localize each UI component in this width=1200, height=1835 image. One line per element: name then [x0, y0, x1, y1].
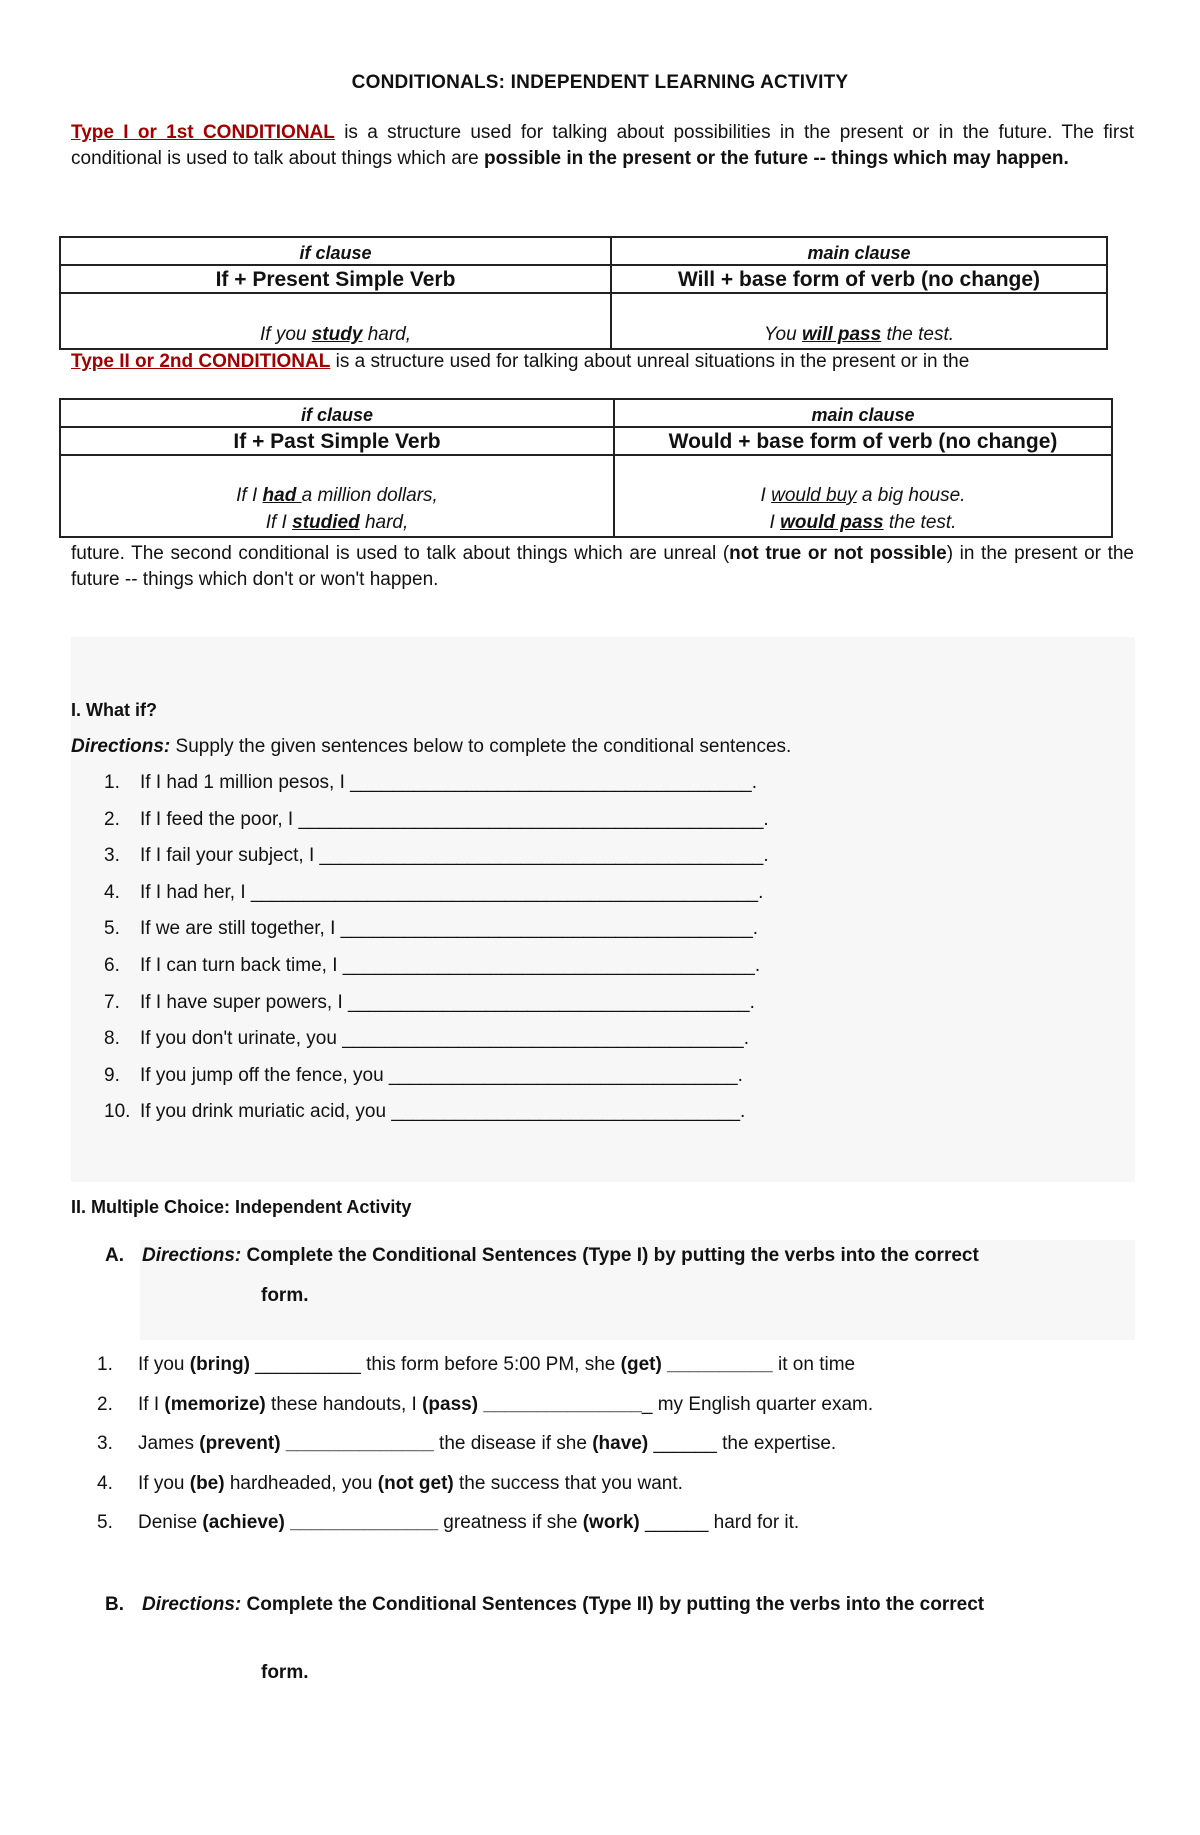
type2-formula-main: Would + base form of verb (no change): [614, 427, 1112, 455]
type1-paragraph: [71, 120, 1134, 172]
item-number: 5.: [104, 918, 120, 940]
item-text: _ my English quarter exam.: [641, 1393, 874, 1415]
item-number: 3.: [104, 845, 120, 867]
verb-cue: (achieve): [202, 1512, 285, 1533]
text: If I: [265, 512, 293, 533]
part1-item: [104, 1028, 749, 1050]
verb-cue: (have): [592, 1433, 649, 1454]
item-text: If you drink muriatic acid, you _________________________________.: [140, 1101, 746, 1123]
item-number: 2.: [97, 1393, 113, 1415]
part1-shaded-area: [71, 637, 1135, 1182]
type2-paragraph-continued: [71, 541, 1134, 593]
directions-text: Supply the given sentences below to complete the conditional sentences.: [170, 736, 792, 757]
part2a-directions-cont: form.: [261, 1285, 309, 1306]
type1-example-if: [60, 293, 611, 349]
item-text: these handouts, I: [265, 1393, 423, 1415]
item-number: 7.: [104, 991, 120, 1013]
part1-item: [104, 882, 763, 904]
directions-label: Directions:: [142, 1594, 242, 1615]
directions-label: Directions:: [142, 1245, 242, 1266]
part2b-label: B.: [105, 1594, 124, 1615]
type2-header-main: main clause: [614, 399, 1112, 427]
part1-item: [104, 918, 758, 940]
part2a-directions: [105, 1243, 1105, 1269]
type1-text: is a structure used for talking about possibilities in the present or in the future. The first conditional is used to talk about things which are: [71, 122, 1134, 169]
verb-cue: (pass): [422, 1393, 479, 1415]
text: a big house.: [856, 485, 966, 506]
part1-item: [104, 845, 769, 867]
verb-cue: (memorize): [164, 1393, 266, 1415]
verb: studied: [292, 512, 360, 533]
verb-cue: ______________: [284, 1512, 439, 1533]
text: a million dollars,: [301, 485, 438, 506]
type2-paragraph-line1: [71, 349, 1134, 375]
verb-cue: ______________: [280, 1433, 434, 1454]
item-number: 1.: [104, 772, 120, 793]
type2-example-main: [614, 455, 1112, 537]
directions-text: Complete the Conditional Sentences (Type II) by putting the verbs into the correct: [241, 1594, 985, 1615]
part2-item: [97, 1394, 873, 1416]
item-text: If I feed the poor, I ____________________________________________.: [140, 808, 769, 830]
item-number: 4.: [97, 1472, 113, 1494]
item-text: If I had her, I ________________________________________________.: [140, 881, 764, 903]
verb: would pass: [780, 512, 884, 533]
verb-cue: (bring): [189, 1354, 250, 1375]
item-text: the success that you want.: [453, 1472, 683, 1494]
directions-text: Complete the Conditional Sentences (Type I) by putting the verbs into the correct: [241, 1245, 979, 1266]
type1-bold-text: possible in the present or the future -- things which may happen.: [483, 148, 1069, 169]
item-number: 9.: [104, 1064, 120, 1086]
part2b-directions-cont: form.: [261, 1662, 309, 1683]
item-text: If you jump off the fence, you _________________________________.: [140, 1064, 743, 1086]
part1-item: [104, 955, 760, 977]
part2-item: [97, 1473, 683, 1495]
part1-item: [104, 809, 769, 831]
type2-example-if: [60, 455, 614, 537]
item-number: 3.: [97, 1433, 113, 1454]
type1-formula-if: If + Present Simple Verb: [60, 265, 611, 293]
part1-heading: I. What if?: [71, 700, 157, 720]
part1-item: [104, 1101, 745, 1123]
item-text: Denise: [138, 1512, 203, 1533]
verb-cue: _______________: [478, 1393, 642, 1415]
item-number: 2.: [104, 808, 120, 830]
item-text: If I can turn back time, I _______________________________________.: [140, 955, 761, 976]
text: future. The second conditional is used to talk about things which are unreal (: [71, 543, 730, 564]
verb-cue: (get): [620, 1354, 662, 1375]
verb: would buy: [771, 485, 857, 506]
type1-header-if: if clause: [60, 237, 611, 265]
text: If I: [236, 485, 263, 506]
item-text: If I have super powers, I ______________________________________.: [140, 991, 755, 1013]
item-text: If you don't urinate, you ______________________________________.: [140, 1028, 750, 1050]
type1-example-main: [611, 293, 1107, 349]
part1-item: [104, 1065, 743, 1087]
text: If you: [259, 324, 312, 345]
bold-text: not true or not possible: [729, 543, 947, 564]
type1-table: [59, 236, 1108, 350]
part2b-directions: [105, 1592, 1105, 1618]
part1-directions: [71, 736, 791, 758]
item-number: 10.: [104, 1101, 131, 1123]
item-text: ______ hard for it.: [639, 1512, 800, 1533]
verb-cue: (not get): [377, 1472, 454, 1494]
part2-heading: II. Multiple Choice: Independent Activity: [71, 1197, 412, 1217]
item-text: If I: [138, 1393, 165, 1415]
item-text: greatness if she: [438, 1512, 583, 1533]
item-number: 8.: [104, 1028, 120, 1050]
text: ) in the present or the future -- things which don't or won't happen.: [71, 543, 1134, 590]
text: hard,: [362, 324, 412, 345]
part2-item: [97, 1512, 799, 1534]
item-text: the disease if she: [433, 1433, 593, 1454]
page-title: CONDITIONALS: INDEPENDENT LEARNING ACTIVITY: [351, 72, 849, 93]
item-text: If I had 1 million pesos, I ______________________________________.: [140, 772, 757, 793]
text: You: [763, 324, 802, 345]
item-text: If I fail your subject, I __________________________________________.: [140, 845, 769, 867]
part1-item: [104, 992, 755, 1014]
item-text: hardheaded, you: [224, 1472, 378, 1494]
verb-cue: (work): [582, 1512, 640, 1533]
type1-formula-main: Will + base form of verb (no change): [611, 265, 1107, 293]
part2-item: [97, 1354, 855, 1376]
item-text: If you: [138, 1472, 190, 1494]
item-text: If you: [138, 1354, 190, 1375]
text: I: [769, 512, 781, 533]
item-text: ______ the expertise.: [648, 1433, 837, 1454]
verb: will pass: [801, 324, 882, 345]
item-number: 1.: [97, 1354, 113, 1375]
item-text: it on time: [772, 1354, 856, 1375]
text: the test.: [883, 512, 957, 533]
type2-table: [59, 398, 1113, 538]
verb-cue: (prevent): [199, 1433, 281, 1454]
type1-term: Type I or 1st CONDITIONAL: [71, 122, 335, 143]
verb-cue: __________: [661, 1354, 773, 1375]
item-number: 6.: [104, 955, 120, 976]
verb: had: [262, 485, 302, 506]
type2-text: is a structure used for talking about unreal situations in the present or in the: [330, 351, 970, 372]
text: I: [760, 485, 772, 506]
type2-term: Type II or 2nd CONDITIONAL: [71, 351, 331, 372]
part2a-label: A.: [105, 1245, 124, 1266]
verb-cue: (be): [189, 1472, 225, 1494]
type1-header-main: main clause: [611, 237, 1107, 265]
item-number: 4.: [104, 881, 120, 903]
part2-item: [97, 1433, 836, 1455]
item-text: If we are still together, I _______________________________________.: [140, 918, 759, 940]
verb: study: [311, 324, 363, 345]
text: hard,: [359, 512, 409, 533]
type2-formula-if: If + Past Simple Verb: [60, 427, 614, 455]
item-text: James: [138, 1433, 200, 1454]
text: the test.: [881, 324, 955, 345]
part1-item: [104, 772, 757, 794]
item-number: 5.: [97, 1512, 113, 1533]
directions-label: Directions:: [71, 736, 171, 757]
type2-header-if: if clause: [60, 399, 614, 427]
item-text: __________ this form before 5:00 PM, she: [249, 1354, 621, 1375]
